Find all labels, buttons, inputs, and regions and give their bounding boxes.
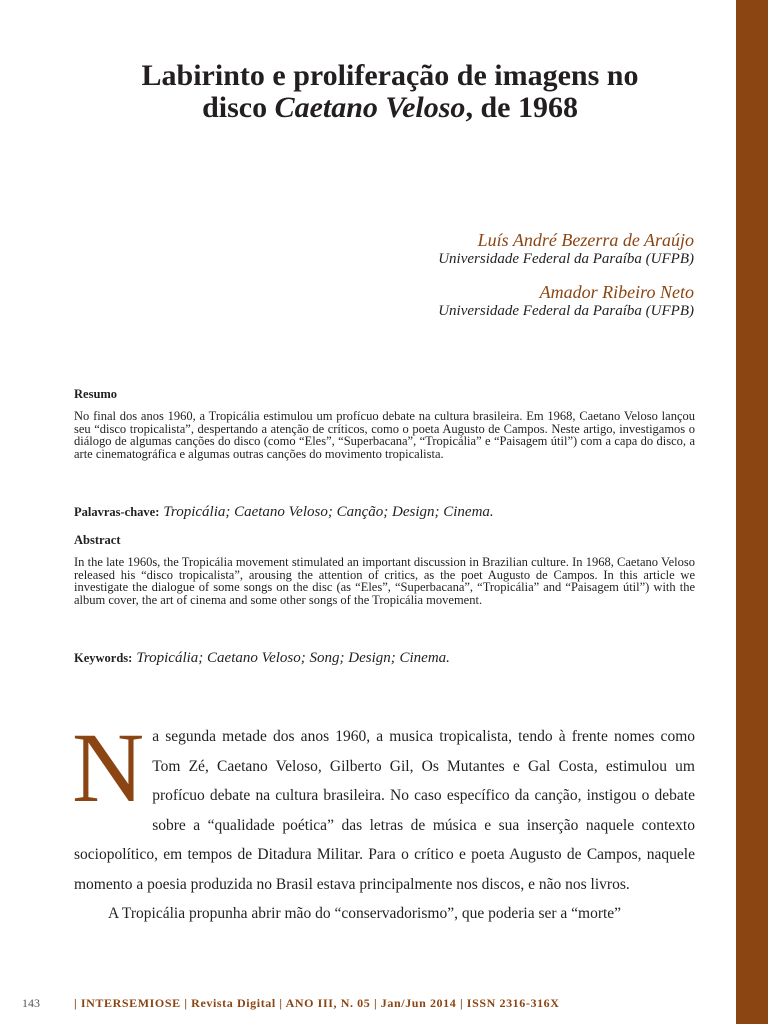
article-body: [72, 712, 695, 929]
abstract-section: [74, 532, 695, 606]
author-name: Luís André Bezerra de Araújo: [477, 230, 694, 250]
palavras-chave-value: Tropicália; Caetano Veloso; Canção; Design; Cinema.: [163, 504, 494, 520]
article-title: [60, 60, 720, 124]
resumo-text: No final dos anos 1960, a Tropicália estimulou um profícuo debate na cultura brasileira. Em 1968, Caetano Veloso lançou seu “disco tropicalista”, despertando a atenção de críticos, como o poeta Augusto de Campos. Neste artigo, investigamos o diálogo de algumas canções do disco (como “Eles”, “Superbacana”, “Tropicália” e “Paisagem útil”) com a capa do disco, a arte cinematográfica e algumas outras canções do movimento tropicalista.: [74, 409, 695, 461]
palavras-chave-label: Palavras-chave:: [74, 505, 160, 519]
keywords-value: Tropicália; Caetano Veloso; Song; Design; Cinema.: [136, 650, 450, 666]
body-paragraph: A Tropicália propunha abrir mão do “conservadorismo”, que poderia ser a “morte”: [108, 905, 622, 922]
title-line-2-prefix: disco: [202, 91, 275, 124]
body-paragraph-1-text: a segunda metade dos anos 1960, a musica tropicalista, tendo à frente nomes como Tom Zé, Caetano Veloso, Gilberto Gil, Os Mutantes e Gal Costa, estimulou um profícuo debate na cultura brasileira. No caso específico da canção, instigou o debate sobre a “qualidade poética” das letras de música e sua inserção naquele contexto sociopolítico, em tempos de Ditadura Militar. Para o crítico e poeta Augusto de Campos, naquele momento a poesia produzida no Brasil estava principalmente nos discos, e não nos livros.: [74, 728, 695, 893]
abstract-text: In the late 1960s, the Tropicália movement stimulated an important discussion in Brazilian culture. In 1968, Caetano Veloso released his “disco tropicalista”, arousing the attention of critics, as the poet Augusto de Campos. In this article we investigate the dialogue of some songs on the disc (as “Eles”, “Superbacana”, “Tropicália” and “Paisagem útil”) with the album cover, the art of cinema and some other songs of the Tropicália movement.: [74, 555, 695, 607]
page-number: 143: [22, 996, 40, 1010]
title-album-name: Caetano Veloso: [274, 91, 466, 124]
author-affiliation: Universidade Federal da Paraíba (UFPB): [438, 303, 694, 319]
palavras-chave: [74, 503, 695, 521]
keywords-label: Keywords:: [74, 651, 133, 665]
abstract-heading: Abstract: [74, 533, 121, 547]
drop-cap: N: [72, 712, 145, 823]
resumo-section: [74, 386, 695, 460]
resumo-heading: Resumo: [74, 387, 118, 401]
journal-footer: | INTERSEMIOSE | Revista Digital | ANO III, N. 05 | Jan/Jun 2014 | ISSN 2316-316X: [74, 996, 560, 1010]
keywords: [74, 649, 695, 667]
author-affiliation: Universidade Federal da Paraíba (UFPB): [438, 251, 694, 267]
side-accent-bar: [736, 0, 768, 1024]
title-line-2-suffix: , de 1968: [465, 91, 578, 124]
body-paragraph: [72, 712, 695, 899]
title-line-1: Labirinto e proliferação de imagens no: [141, 59, 639, 92]
author-list: [438, 229, 694, 333]
author-name: Amador Ribeiro Neto: [539, 282, 694, 302]
